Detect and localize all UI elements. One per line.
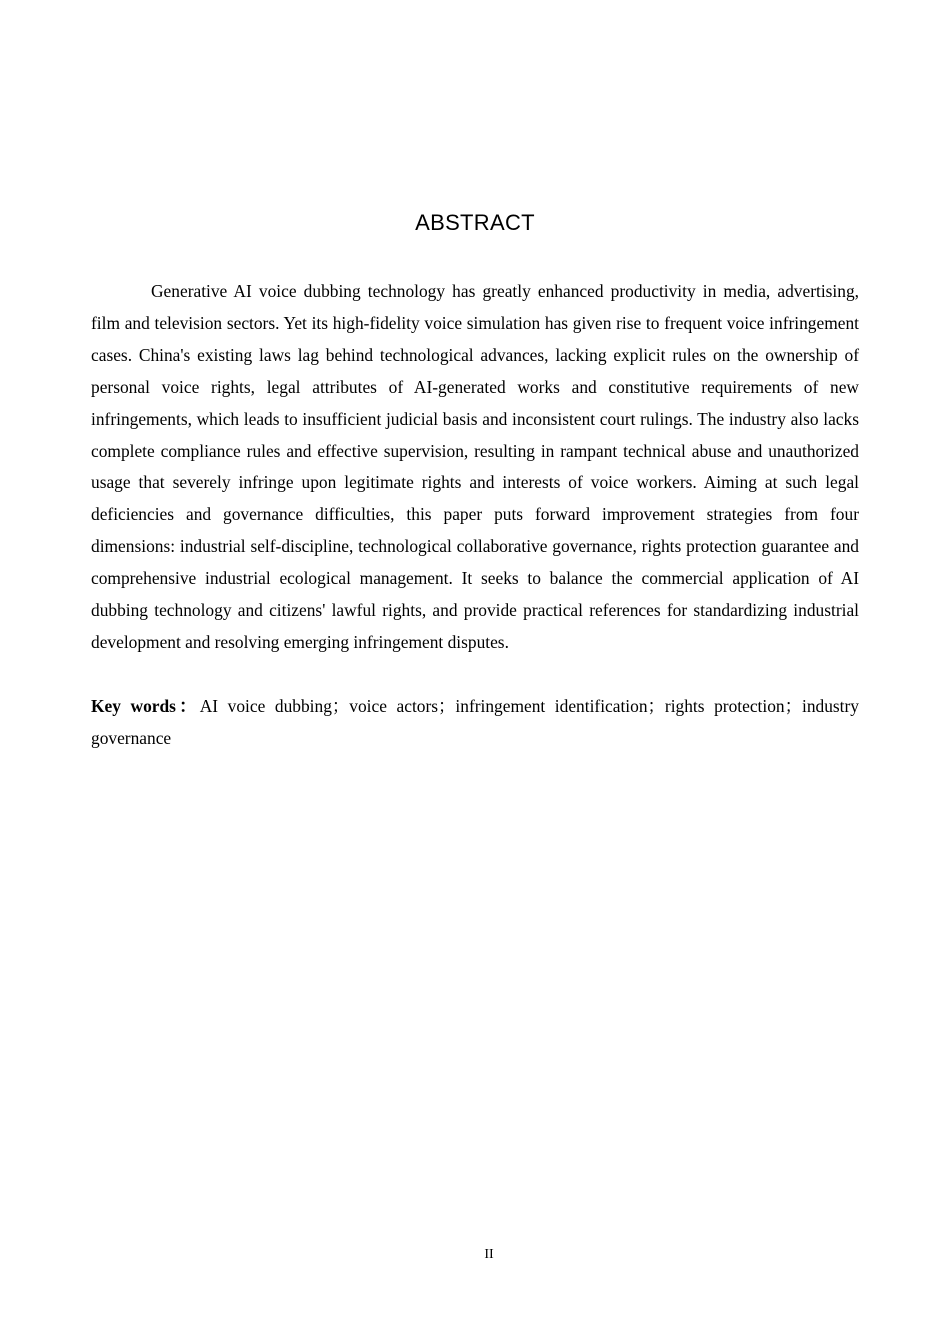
keywords-text: AI voice dubbing；voice actors；infringement identification；rights protection；industry governance bbox=[91, 696, 859, 748]
abstract-title: ABSTRACT bbox=[415, 210, 535, 235]
keywords-label: Key words： bbox=[91, 696, 200, 716]
keywords-line bbox=[91, 691, 859, 755]
abstract-paragraph: Generative AI voice dubbing technology has greatly enhanced productivity in media, advertising, film and television sectors. Yet its high-fidelity voice simulation has given rise to frequent voice infringement cases. China's existing laws lag behind technological advances, lacking explicit rules on the ownership of personal voice rights, legal attributes of AI-generated works and constitutive requirements of new infringements, which leads to insufficient judicial basis and inconsistent court rulings. The industry also lacks complete compliance rules and effective supervision, resulting in rampant technical abuse and unauthorized usage that severely infringe upon legitimate rights and interests of voice workers. Aiming at such legal deficiencies and governance difficulties, this paper puts forward improvement strategies from four dimensions: industrial self-discipline, technological collaborative governance, rights protection guarantee and comprehensive industrial ecological management. It seeks to balance the commercial application of AI dubbing technology and citizens' lawful rights, and provide practical references for standardizing industrial development and resolving emerging infringement disputes. bbox=[91, 281, 859, 652]
page-number: II bbox=[484, 1247, 494, 1262]
